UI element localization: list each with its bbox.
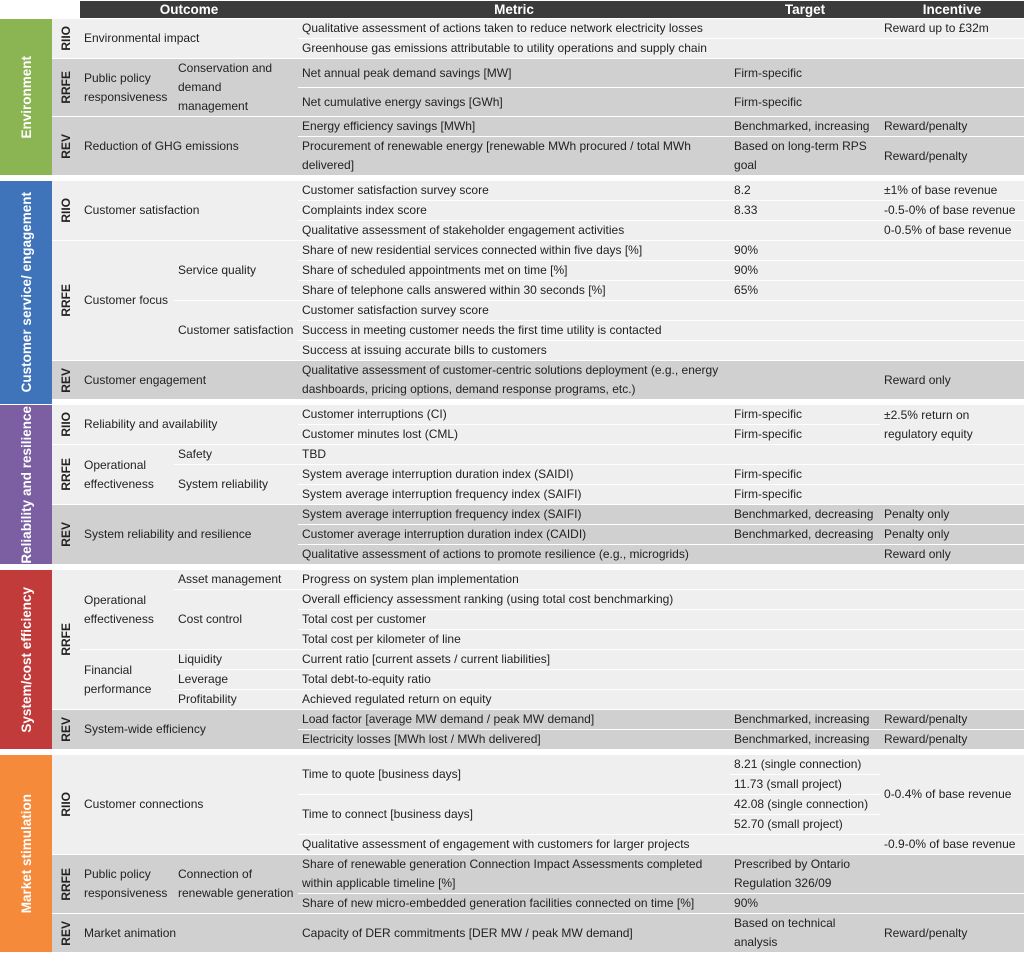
target-cell: Based on technical analysis [730,914,880,953]
category-environment: Environment [0,19,52,176]
incentive-cell: -0.9-0% of base revenue [880,835,1024,855]
metric-cell: Total debt-to-equity ratio [298,670,730,690]
sub-outcome-cell: Leverage [174,670,298,690]
metric-cell: Share of telephone calls answered within 30 seconds [%] [298,281,730,301]
incentive-cell: 0-0.5% of base revenue [880,221,1024,241]
metric-cell: Qualitative assessment of stakeholder engagement activities [298,221,730,241]
target-cell: 65% [730,281,880,301]
metric-cell: Customer minutes lost (CML) [298,425,730,445]
outcome-cell: Customer focus [80,241,174,361]
target-cell: Firm-specific [730,425,880,445]
header-incentive: Incentive [880,1,1024,19]
sub-outcome-cell: Safety [174,445,298,465]
incentive-cell: Reward/penalty [880,730,1024,750]
header-outcome: Outcome [80,1,298,19]
outcome-cell: System reliability and resilience [80,505,298,565]
metric-cell: Share of new micro-embedded generation facilities connected on time [%] [298,894,730,914]
target-cell: 8.2 [730,181,880,201]
incentive-cell: Reward only [880,545,1024,565]
target-cell: 8.21 (single connection) [730,755,880,775]
incentive-cell: -0.5-0% of base revenue [880,201,1024,221]
metric-cell: Customer satisfaction survey score [298,301,730,321]
metric-cell: Electricity losses [MWh lost / MWh delivered] [298,730,730,750]
incentive-cell: ±1% of base revenue [880,181,1024,201]
category-system-cost: System/cost efficiency [0,570,52,750]
sub-outcome-cell: Connection of renewable generation [174,855,298,914]
header-metric: Metric [298,1,730,19]
sub-outcome-cell: Customer satisfaction [174,301,298,361]
regime-rrfe: RRFE [52,570,80,710]
target-cell: Benchmarked, increasing [730,710,880,730]
outcome-cell: Financial performance [80,650,174,710]
metric-cell: Load factor [average MW demand / peak MW demand] [298,710,730,730]
metric-cell: Time to quote [business days] [298,755,730,795]
regime-rrfe: RRFE [52,445,80,505]
metric-cell: Greenhouse gas emissions attributable to utility operations and supply chain [298,39,730,59]
target-cell: Firm-specific [730,405,880,425]
metric-cell: Achieved regulated return on equity [298,690,730,710]
regime-riio: RIIO [52,181,80,241]
metric-cell: System average interruption frequency index (SAIFI) [298,505,730,525]
outcome-cell: Customer engagement [80,361,298,400]
metric-cell: Time to connect [business days] [298,795,730,835]
sub-outcome-cell: System reliability [174,465,298,505]
outcome-cell: Customer connections [80,755,298,855]
metric-cell: Net annual peak demand savings [MW] [298,59,730,88]
target-cell: Firm-specific [730,59,880,88]
target-cell: 11.73 (small project) [730,775,880,795]
target-cell: Benchmarked, increasing [730,730,880,750]
metric-cell: Energy efficiency savings [MWh] [298,117,730,137]
outcome-cell: System-wide efficiency [80,710,298,750]
metric-cell: Customer average interruption duration index (CAIDI) [298,525,730,545]
outcome-cell: Operational effectiveness [80,445,174,505]
incentive-cell: Penalty only [880,505,1024,525]
outcome-cell: Public policy responsiveness [80,59,174,117]
metric-cell: Capacity of DER commitments [DER MW / peak MW demand] [298,914,730,953]
target-cell: Prescribed by Ontario Regulation 326/09 [730,855,880,894]
regime-rev: REV [52,117,80,176]
metric-cell: Share of renewable generation Connection Impact Assessments completed within applicable timeline [%] [298,855,730,894]
metric-cell: Success at issuing accurate bills to customers [298,341,730,361]
metric-cell: Qualitative assessment of customer-centric solutions deployment (e.g., energy dashboards, pricing options, demand response programs, etc.) [298,361,730,400]
metric-cell: Complaints index score [298,201,730,221]
sub-outcome-cell: Profitability [174,690,298,710]
metric-cell: Success in meeting customer needs the first time utility is contacted [298,321,730,341]
metric-cell: Customer satisfaction survey score [298,181,730,201]
sub-outcome-cell: Cost control [174,590,298,650]
incentive-cell: ±2.5% return on regulatory equity [880,405,1024,445]
incentive-cell: Reward only [880,361,1024,400]
regime-riio: RIIO [52,19,80,59]
metric-cell: Qualitative assessment of engagement with customers for larger projects [298,835,730,855]
metric-cell: Overall efficiency assessment ranking (using total cost benchmarking) [298,590,730,610]
outcome-cell: Market animation [80,914,298,953]
regime-rev: REV [52,914,80,953]
target-cell: 8.33 [730,201,880,221]
metric-cell: Current ratio [current assets / current liabilities] [298,650,730,670]
incentive-cell: Reward/penalty [880,117,1024,137]
sub-outcome-cell: Liquidity [174,650,298,670]
header-target: Target [730,1,880,19]
metric-cell: Procurement of renewable energy [renewable MWh procured / total MWh delivered] [298,137,730,176]
target-cell: 90% [730,894,880,914]
metric-cell: Share of new residential services connected within five days [%] [298,241,730,261]
target-cell: Based on long-term RPS goal [730,137,880,176]
outcome-cell: Reliability and availability [80,405,298,445]
target-cell: Benchmarked, increasing [730,117,880,137]
category-market-stimulation: Market stimulation [0,755,52,953]
metric-cell: TBD [298,445,730,465]
incentive-cell: Reward up to £32m [880,19,1024,39]
metric-cell: Share of scheduled appointments met on time [%] [298,261,730,281]
regime-riio: RIIO [52,405,80,445]
metric-cell: System average interruption duration index (SAIDI) [298,465,730,485]
target-cell: 90% [730,261,880,281]
metric-cell: Qualitative assessment of actions to promote resilience (e.g., microgrids) [298,545,730,565]
outcome-cell: Public policy responsiveness [80,855,174,914]
target-cell: Benchmarked, decreasing [730,505,880,525]
target-cell: Firm-specific [730,485,880,505]
incentive-cell: Reward/penalty [880,710,1024,730]
regime-rev: REV [52,505,80,565]
sub-outcome-cell: Conservation and demand management [174,59,298,117]
regime-rrfe: RRFE [52,855,80,914]
metric-cell: Customer interruptions (CI) [298,405,730,425]
metric-cell: Total cost per kilometer of line [298,630,730,650]
outcome-cell: Environmental impact [80,19,298,59]
outcome-cell: Operational effectiveness [80,570,174,650]
target-cell: 52.70 (small project) [730,815,880,835]
incentive-cell: 0-0.4% of base revenue [880,755,1024,835]
metric-cell: Qualitative assessment of actions taken to reduce network electricity losses [298,19,730,39]
metric-cell: Total cost per customer [298,610,730,630]
regime-rev: REV [52,710,80,750]
target-cell: 42.08 (single connection) [730,795,880,815]
metric-cell: System average interruption frequency index (SAIFI) [298,485,730,505]
target-cell: Firm-specific [730,465,880,485]
incentive-cell: Penalty only [880,525,1024,545]
sub-outcome-cell: Service quality [174,241,298,301]
incentive-cell: Reward/penalty [880,914,1024,953]
target-cell: 90% [730,241,880,261]
regime-riio: RIIO [52,755,80,855]
outcome-cell: Customer satisfaction [80,181,298,241]
header-row [0,1,1024,19]
target-cell: Benchmarked, decreasing [730,525,880,545]
metric-cell: Net cumulative energy savings [GWh] [298,88,730,117]
category-reliability: Reliability and resilience [0,405,52,565]
target-cell: Firm-specific [730,88,880,117]
incentive-cell: Reward/penalty [880,137,1024,176]
outcome-cell: Reduction of GHG emissions [80,117,298,176]
metric-cell: Progress on system plan implementation [298,570,730,590]
regime-rev: REV [52,361,80,400]
regime-rrfe: RRFE [52,241,80,361]
regime-rrfe: RRFE [52,59,80,117]
category-customer-service: Customer service/ engagement [0,181,52,405]
sub-outcome-cell: Asset management [174,570,298,590]
